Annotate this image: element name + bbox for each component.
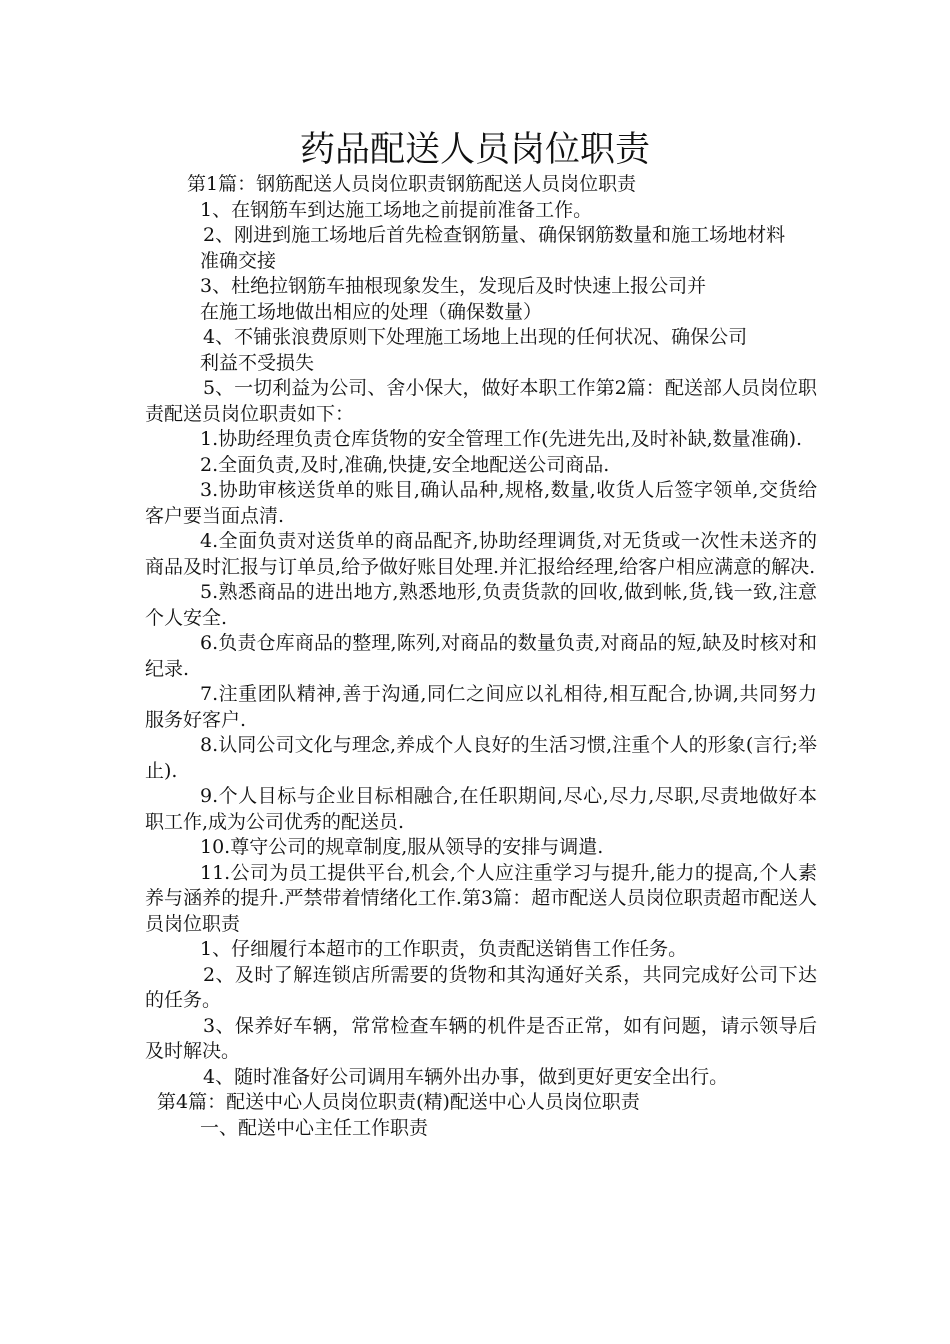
paragraph: 7.注重团队精神,善于沟通,同仁之间应以礼相待,相互配合,协调,共同努力服务好客户. bbox=[145, 683, 817, 731]
paragraph: 8.认同公司文化与理念,养成个人良好的生活习惯,注重个人的形象(言行;举止). bbox=[145, 734, 817, 782]
paragraph: 5.熟悉商品的进出地方,熟悉地形,负责货款的回收,做到帐,货,钱一致,注意个人安全. bbox=[145, 581, 817, 629]
paragraph: 4.全面负责对送货单的商品配齐,协助经理调货,对无货或一次性未送齐的商品及时汇报与订单员,给予做好账目处理.并汇报给经理,给客户相应满意的解决. bbox=[145, 530, 817, 578]
paragraph: 6.负责仓库商品的整理,陈列,对商品的数量负责,对商品的短,缺及时核对和纪录. bbox=[145, 632, 817, 680]
paragraph: 10.尊守公司的规章制度,服从领导的安排与调遣. bbox=[200, 836, 604, 858]
section-heading-1: 第1篇：钢筋配送人员岗位职责钢筋配送人员岗位职责 bbox=[187, 173, 637, 195]
paragraph: 9.个人目标与企业目标相融合,在任职期间,尽心,尽力,尽职,尽责地做好本职工作,成为公司优秀的配送员. bbox=[145, 785, 817, 833]
paragraph: 1.协助经理负责仓库货物的安全管理工作(先进先出,及时补缺,数量准确). bbox=[200, 428, 803, 450]
paragraph: 3、保养好车辆，常常检查车辆的机件是否正常，如有问题，请示领导后及时解决。 bbox=[145, 1014, 817, 1062]
document-title: 药品配送人员岗位职责 bbox=[299, 130, 650, 170]
paragraph: 4、随时准备好公司调用车辆外出办事，做到更好更安全出行。 bbox=[203, 1065, 729, 1088]
paragraph: 利益不受损失 bbox=[200, 351, 315, 374]
paragraph: 在施工场地做出相应的处理（确保数量） bbox=[200, 300, 543, 323]
section-heading-4: 第4篇：配送中心人员岗位职责(精)配送中心人员岗位职责 bbox=[157, 1091, 640, 1113]
paragraph: 2.全面负责,及时,准确,快捷,安全地配送公司商品. bbox=[200, 453, 610, 476]
paragraph: 1、在钢筋车到达施工场地之前提前准备工作。 bbox=[200, 198, 593, 221]
paragraph: 11.公司为员工提供平台,机会,个人应注重学习与提升,能力的提高,个人素养与涵养的提升.严禁带着情绪化工作.第3篇：超市配送人员岗位职责超市配送人员岗位职责 bbox=[145, 861, 817, 935]
paragraph: 5、一切利益为公司、舍小保大，做好本职工作第2篇：配送部人员岗位职责配送员岗位职责如下： bbox=[145, 377, 817, 425]
paragraph: 2、刚进到施工场地后首先检查钢筋量、确保钢筋数量和施工场地材料 bbox=[203, 224, 786, 246]
paragraph: 3、杜绝拉钢筋车抽根现象发生，发现后及时快速上报公司并 bbox=[200, 275, 707, 297]
paragraph: 3.协助审核送货单的账目,确认品种,规格,数量,收货人后签字领单,交货给客户要当面点清. bbox=[145, 479, 817, 527]
paragraph: 准确交接 bbox=[200, 249, 277, 272]
paragraph: 一、配送中心主任工作职责 bbox=[200, 1116, 429, 1139]
paragraph: 4、不铺张浪费原则下处理施工场地上出现的任何状况、确保公司 bbox=[203, 326, 748, 348]
paragraph: 2、及时了解连锁店所需要的货物和其沟通好关系，共同完成好公司下达的任务。 bbox=[145, 963, 817, 1011]
document-body bbox=[145, 172, 817, 1141]
paragraph: 1、仔细履行本超市的工作职责，负责配送销售工作任务。 bbox=[200, 938, 688, 960]
